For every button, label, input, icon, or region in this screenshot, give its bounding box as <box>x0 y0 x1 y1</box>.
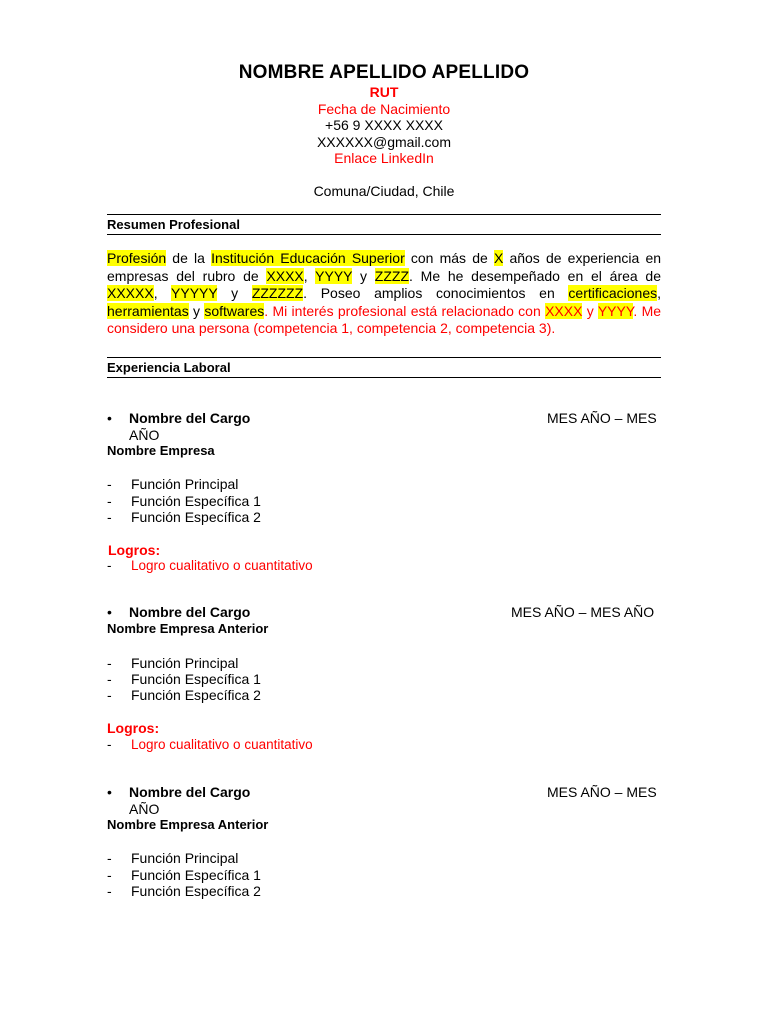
dash-marker: - <box>107 671 112 687</box>
experience-heading: Experiencia Laboral <box>107 357 661 378</box>
dash-marker: - <box>107 558 112 573</box>
job-title <box>107 784 250 800</box>
function-text: Función Específica 2 <box>131 883 261 899</box>
logro-text: Logro cualitativo o cuantitativo <box>131 558 313 573</box>
summary-paragraph <box>107 250 661 338</box>
placeholder-highlight: YYYYY <box>171 285 218 301</box>
function-item <box>107 509 261 526</box>
rut: RUT <box>369 84 399 100</box>
location: Comuna/Ciudad, Chile <box>313 183 455 199</box>
company-name: Nombre Empresa Anterior <box>107 817 269 832</box>
function-item <box>107 671 261 688</box>
function-item <box>107 476 238 493</box>
logros-label <box>107 542 160 558</box>
summary-text: con más de <box>404 250 494 266</box>
job-title-text: Nombre del Cargo <box>129 410 251 426</box>
placeholder-highlight: ZZZZZZ <box>251 285 304 301</box>
job-dates: MES AÑO – MES <box>547 410 657 426</box>
birth-date: Fecha de Nacimiento <box>317 101 451 117</box>
placeholder-highlight: XXXX <box>266 267 304 284</box>
function-text: Función Específica 1 <box>131 671 261 687</box>
function-text: Función Específica 1 <box>131 867 261 883</box>
summary-text: años de experiencia en empresas del rubro de <box>107 250 662 284</box>
summary-text: , <box>153 285 172 301</box>
summary-text: y <box>217 285 252 301</box>
placeholder-highlight: YYYY <box>597 302 634 319</box>
dash-marker: - <box>107 476 112 492</box>
function-text: Función Principal <box>131 850 239 866</box>
job-title-text: Nombre del Cargo <box>129 604 251 620</box>
placeholder-highlight: X <box>493 250 504 266</box>
job-title <box>107 604 250 620</box>
placeholder-highlight: Profesión <box>107 250 167 266</box>
placeholder-highlight: herramientas <box>107 302 189 319</box>
job-dates: MES AÑO – MES <box>547 784 657 800</box>
function-item <box>107 850 238 867</box>
bullet-icon: • <box>107 784 112 800</box>
placeholder-highlight: YYYY <box>315 267 353 284</box>
dash-marker: - <box>107 493 112 509</box>
function-text: Función Principal <box>131 476 239 492</box>
linkedin-link[interactable]: Enlace LinkedIn <box>334 150 434 166</box>
function-text: Función Específica 1 <box>131 493 261 509</box>
function-item <box>107 655 238 672</box>
summary-text: . Me considero una persona (competencia 1, competencia 2, competencia 3). <box>107 302 662 336</box>
summary-heading: Resumen Profesional <box>107 214 661 235</box>
dash-marker: - <box>107 737 112 752</box>
dash-marker: - <box>107 509 112 525</box>
full-name: NOMBRE APELLIDO APELLIDO <box>238 62 530 83</box>
logros-label <box>107 720 159 736</box>
logro-item <box>107 558 313 574</box>
dash-marker: - <box>107 655 112 671</box>
company-name: Nombre Empresa <box>107 443 215 458</box>
company-name: Nombre Empresa Anterior <box>107 621 269 636</box>
placeholder-highlight: softwares <box>204 302 265 319</box>
function-text: Función Específica 2 <box>131 687 261 703</box>
summary-text: . Me he desempeñado en el área de <box>409 267 661 284</box>
summary-text: , <box>657 285 662 301</box>
logro-item <box>107 737 313 753</box>
phone-number: +56 9 XXXX XXXX <box>325 117 443 133</box>
job-dates-continued: AÑO <box>129 801 160 817</box>
function-item <box>107 687 261 704</box>
summary-text: y <box>582 302 598 319</box>
logros-label-text: Logros: <box>108 542 161 558</box>
dash-marker: - <box>107 687 112 703</box>
job-title <box>107 410 250 426</box>
summary-text: y <box>352 267 375 284</box>
placeholder-highlight: Institución Educación Superior <box>211 250 405 266</box>
function-item <box>107 493 261 510</box>
dash-marker: - <box>107 867 112 883</box>
function-item <box>107 883 261 900</box>
summary-text: y <box>188 302 205 319</box>
placeholder-highlight: XXXX <box>545 302 583 319</box>
summary-text: de la <box>166 250 212 266</box>
bullet-icon: • <box>107 604 112 620</box>
function-item <box>107 867 261 884</box>
logros-label-text: Logros: <box>107 720 160 736</box>
dash-marker: - <box>107 883 112 899</box>
bullet-icon: • <box>107 410 112 426</box>
job-title-text: Nombre del Cargo <box>129 784 251 800</box>
placeholder-highlight: certificaciones <box>568 285 658 301</box>
summary-text: , <box>303 267 316 284</box>
job-dates-continued: AÑO <box>129 427 160 443</box>
function-text: Función Principal <box>131 655 239 671</box>
dash-marker: - <box>107 850 112 866</box>
summary-text: . Mi interés profesional está relacionado con <box>264 302 546 319</box>
email: XXXXXX@gmail.com <box>316 134 452 150</box>
placeholder-highlight: ZZZZ <box>374 267 410 284</box>
summary-text: . Poseo amplios conocimientos en <box>303 285 569 301</box>
job-dates: MES AÑO – MES AÑO <box>511 604 655 620</box>
logro-text: Logro cualitativo o cuantitativo <box>131 737 313 752</box>
placeholder-highlight: XXXXX <box>107 285 154 301</box>
function-text: Función Específica 2 <box>131 509 261 525</box>
